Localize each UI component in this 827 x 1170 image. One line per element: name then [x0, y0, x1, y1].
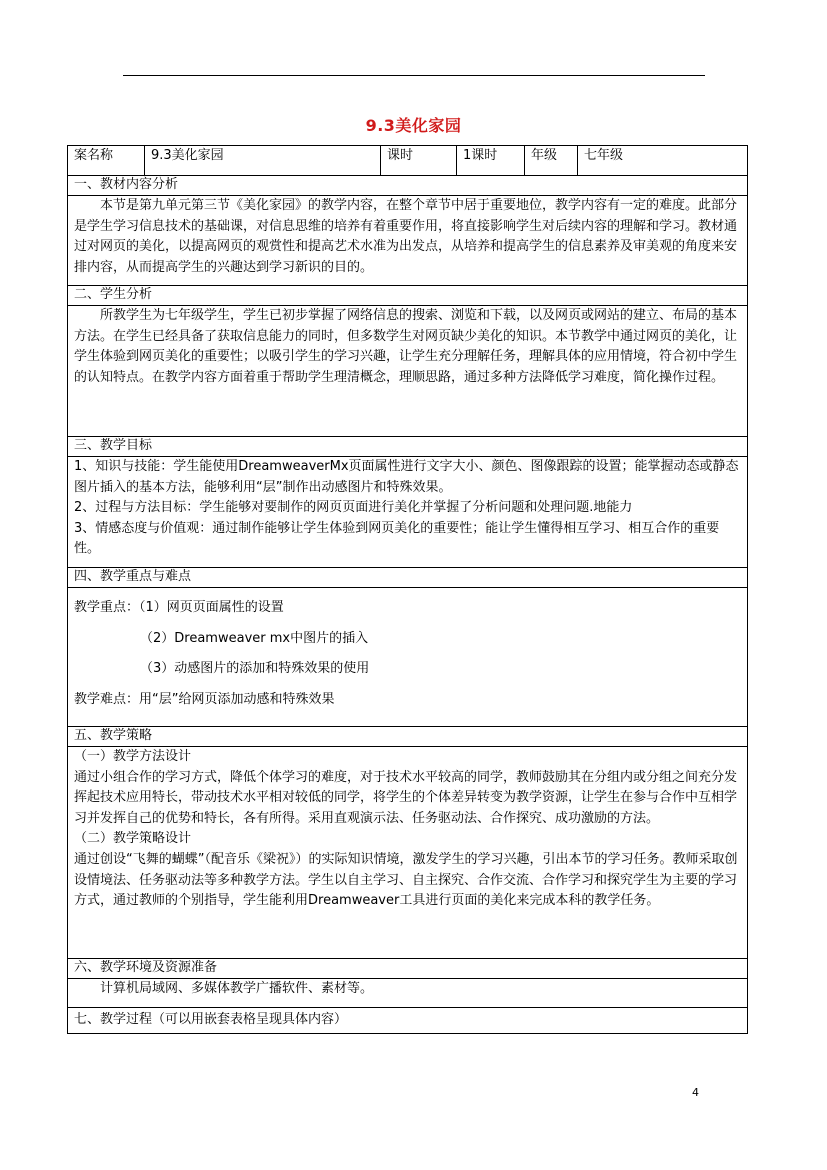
strategy-text-1: 通过小组合作的学习方式，降低个体学习的难度，对于技术水平较高的同学，教师鼓励其在分组内或分组之间充分发挥起技术应用特长，带动技术水平相对较低的同学，将学生的个体差异转变为教学资源，让学生在参与合作中互相学习并发挥自己的优势和特长，各有所得。采用直观演示法、任务驱动法、合作探究、成功激励的方法。 [74, 769, 738, 826]
section-heading-4: 四、教学重点与难点 [68, 568, 748, 588]
section-heading-2: 二、学生分析 [68, 286, 748, 306]
key-point-2: （2）Dreamweaver mx中图片的插入 [140, 630, 369, 646]
grade-value: 七年级 [578, 146, 748, 176]
case-name-value: 9.3美化家园 [145, 146, 381, 176]
section-text-1: 本节是第九单元第三节《美化家园》的教学内容，在整个章节中居于重要地位，教学内容有一定的难度。此部分是学生学习信息技术的基础课，对信息思维的培养有着重要作用，将直接影响学生对后续内容的理解和学习。教材通过对网页的美化，以提高网页的观赏性和提高艺术水准为出发点，从培养和提高学生的信息素养及审美观的角度来安排内容，从而提高学生的兴趣达到学习新识的目的。 [74, 198, 738, 275]
grade-label: 年级 [525, 146, 578, 176]
period-value: 1课时 [457, 146, 525, 176]
section-text-6: 计算机局域网、多媒体教学广播软件、素材等。 [100, 981, 374, 996]
difficulty-point: 教学难点：用“层”给网页添加动感和特殊效果 [74, 691, 335, 707]
strategy-subtitle-1: （一）教学方法设计 [74, 749, 192, 764]
strategy-text-2: 通过创设“飞舞的蝴蝶”（配音乐《梁祝》）的实际知识情境，激发学生的学习兴趣，引出本节的学习任务。教师采取创设情境法、任务驱动法等多种教学方法。学生以自主学习、自主探究、合作交流、合作学习和探究学生为主要的学习方式，通过教师的个别指导，学生能利用Dreamweaver工具进行页面的美化来完成本科的教学任务。 [74, 851, 738, 909]
section-heading-1: 一、教材内容分析 [68, 176, 748, 196]
lesson-plan-table [67, 145, 748, 1034]
objective-item: 2、过程与方法目标：学生能够对要制作的网页页面进行美化并掌握了分析问题和处理问题.地能力 [74, 500, 633, 516]
objective-item: 3、情感态度与价值观：通过制作能够让学生体验到网页美化的重要性；能让学生懂得相互学习、相互合作的重要性。 [74, 520, 720, 557]
section-heading-6: 六、教学环境及资源准备 [68, 959, 748, 979]
section-text-2: 所教学生为七年级学生，学生已初步掌握了网络信息的搜索、浏览和下载，以及网页或网站的建立、布局的基本方法。在学生已经具备了获取信息能力的同时，但多数学生对网页缺少美化的知识。本节教学中通过网页的美化，让学生体验到网页美化的重要性；以吸引学生的学习兴趣，让学生充分理解任务，理解具体的应用情境，符合初中学生的认知特点。在教学内容方面着重于帮助学生理清概念，理顺思路，通过多种方法降低学习难度，简化操作过程。 [74, 308, 738, 385]
section-heading-7: 七、教学过程（可以用嵌套表格呈现具体内容） [68, 1008, 748, 1034]
page-number: 4 [692, 1086, 699, 1099]
section-heading-3: 三、教学目标 [68, 437, 748, 457]
strategy-subtitle-2: （二）教学策略设计 [74, 831, 192, 847]
section-heading-5: 五、教学策略 [68, 727, 748, 747]
key-point-1: 教学重点：（1）网页页面属性的设置 [74, 600, 284, 615]
header-rule [123, 75, 705, 76]
header-row [68, 146, 748, 176]
objective-item: 1、知识与技能：学生能使用DreamweaverMx页面属性进行文字大小、颜色、图像跟踪的设置；能掌握动态或静态图片插入的基本方法，能够利用“层”制作出动感图片和特殊效果。 [74, 459, 739, 495]
case-name-label: 案名称 [68, 146, 145, 176]
document-title: 9.3美化家园 [365, 116, 462, 135]
key-point-3: （3）动感图片的添加和特殊效果的使用 [140, 661, 370, 677]
period-label: 课时 [381, 146, 457, 176]
